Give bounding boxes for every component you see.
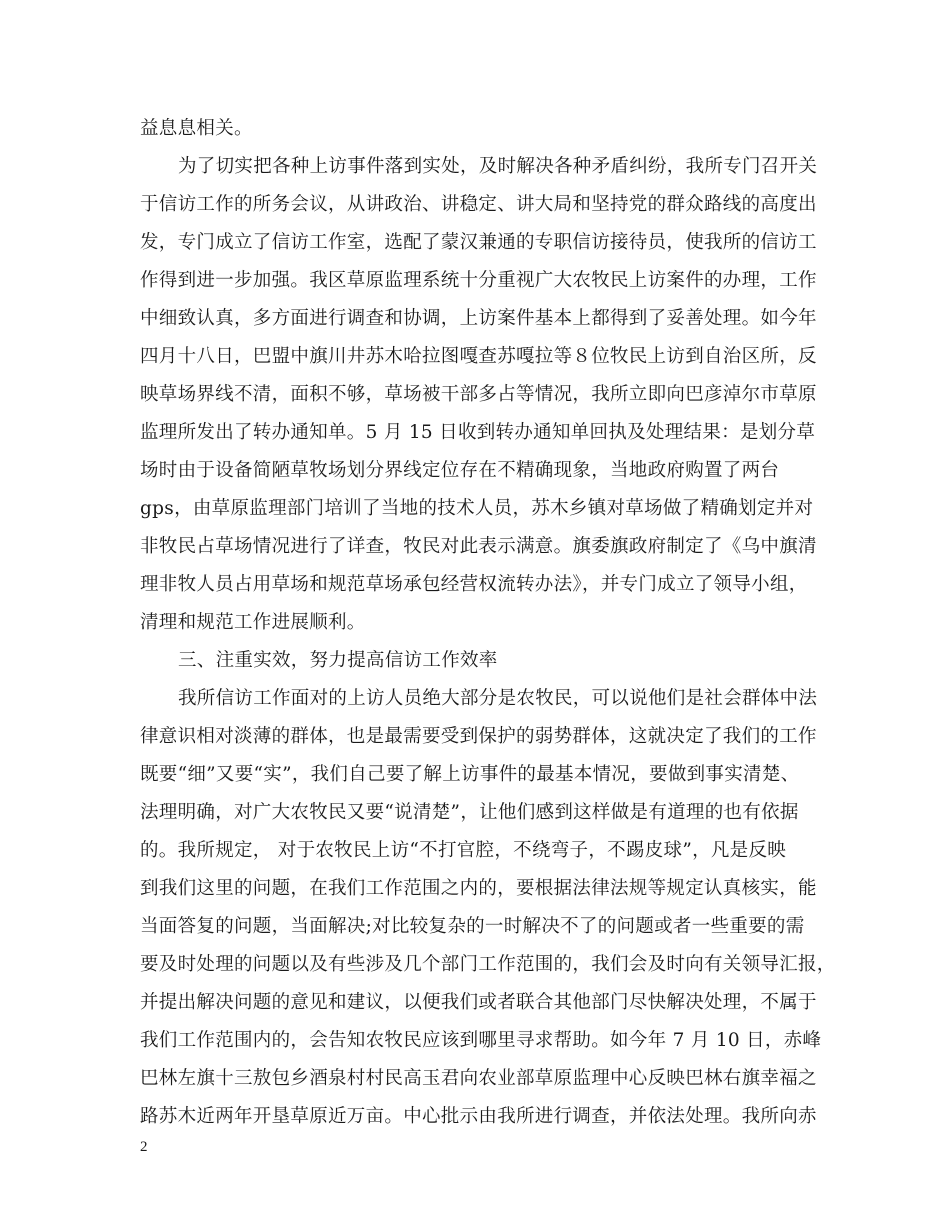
text-line-6: 中细致认真，多方面进行调查和协调，上访案件基本上都得到了妥善处理。如今年 [140,308,817,329]
text-line-7: 四月十八日，巴盟中旗川井苏木哈拉图嘎查苏嘎拉等８位牧民上访到自治区所，反 [140,346,817,367]
text-line-9: 监理所发出了转办通知单。5 月 15 日收到转办通知单回执及处理结果：是划分草 [140,422,816,443]
text-line-8: 映草场界线不清，面积不够，草场被干部多占等情况，我所立即向巴彦淖尔市草原 [140,384,817,405]
text-line-25: 我们工作范围内的，会告知农牧民应该到哪里寻求帮助。如今年 7 月 10 日，赤峰 [140,1030,822,1051]
page-number: 2 [140,1139,148,1155]
text-line-16: 我所信访工作面对的上访人员绝大部分是农牧民，可以说他们是社会群体中法 [178,688,818,709]
text-line-4: 发，专门成立了信访工作室，选配了蒙汉兼通的专职信访接待员，使我所的信访工 [140,232,817,253]
text-line-5: 作得到进一步加强。我区草原监理系统十分重视广大农牧民上访案件的办理，工作 [140,270,817,291]
text-line-24: 并提出解决问题的意见和建议，以便我们或者联合其他部门尽快解决处理，不属于 [140,992,817,1013]
text-line-2: 为了切实把各种上访事件落到实处，及时解决各种矛盾纠纷，我所专门召开关 [178,156,818,177]
text-line-27: 路苏木近两年开垦草原近万亩。中心批示由我所进行调查，并依法处理。我所向赤 [140,1106,817,1127]
text-line-26: 巴林左旗十三敖包乡酒泉村村民高玉君向农业部草原监理中心反映巴林右旗幸福之 [140,1068,817,1089]
text-line-3: 于信访工作的所务会议，从讲政治、讲稳定、讲大局和坚持党的群众路线的高度出 [140,194,817,215]
text-line-10: 场时由于设备简陋草牧场划分界线定位存在不精确现象，当地政府购置了两台 [140,460,780,481]
text-line-19: 法理明确，对广大农牧民又要“说清楚”，让他们感到这样做是有道理的也有依据 [140,802,799,823]
section-heading: 三、注重实效，努力提高信访工作效率 [178,650,498,671]
text-line-11: gps，由草原监理部门培训了当地的技术人员，苏木乡镇对草场做了精确划定并对 [140,498,814,519]
text-line-13: 理非牧人员占用草场和规范草场承包经营权流转办法》，并专门成立了领导小组， [140,574,808,595]
text-line-23: 要及时处理的问题以及有些涉及几个部门工作范围的，我们会及时向有关领导汇报， [140,954,836,975]
text-line-22: 当面答复的问题，当面解决;对比较复杂的一时解决不了的问题或者一些重要的需 [140,916,805,937]
text-line-1: 益息息相关。 [140,118,253,139]
text-line-20: 的。我所规定， 对于农牧民上访“不打官腔，不绕弯子，不踢皮球”，凡是反映 [140,840,787,861]
text-line-21: 到我们这里的问题，在我们工作范围之内的，要根据法律法规等规定认真核实，能 [140,878,817,899]
text-line-18: 既要“细”又要“实”，我们自己要了解上访事件的最基本情况，要做到事实清楚、 [140,764,800,785]
text-line-14: 清理和规范工作进展顺利。 [140,612,366,633]
text-line-17: 律意识相对淡薄的群体，也是最需要受到保护的弱势群体，这就决定了我们的工作 [140,726,817,747]
text-line-12: 非牧民占草场情况进行了详查，牧民对此表示满意。旗委旗政府制定了《乌中旗清 [140,536,817,557]
